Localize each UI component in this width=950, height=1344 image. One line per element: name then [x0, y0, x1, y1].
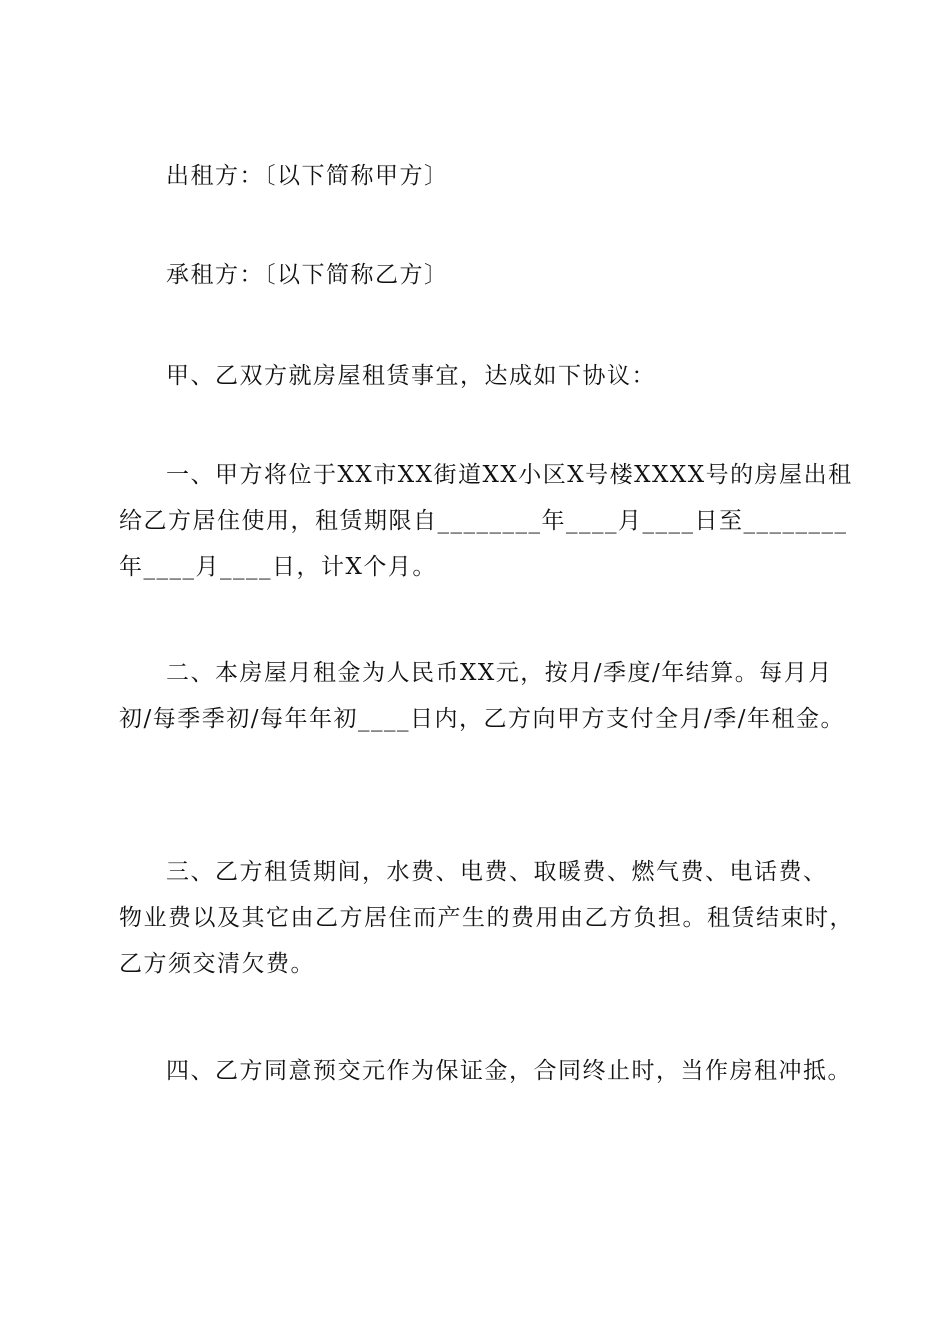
- clause-3-paragraph: [119, 849, 854, 987]
- text-line: 物业费以及其它由乙方居住而产生的费用由乙方负担。租赁结束时，: [119, 905, 854, 931]
- text-line: 年____月____日，计X个月。: [119, 554, 437, 580]
- text-line: 二、本房屋月租金为人民币XX元，按月/季度/年结算。每月月: [166, 660, 833, 686]
- text-line: 给乙方居住使用，租赁期限自________年____月____日至________: [119, 508, 848, 534]
- text-line: 三、乙方租赁期间，水费、电费、取暖费、燃气费、电话费、: [166, 859, 828, 885]
- lessor-paragraph: [119, 153, 854, 199]
- lessee-paragraph: [119, 252, 854, 298]
- text-line: 四、乙方同意预交元作为保证金，合同终止时，当作房租冲抵。: [166, 1058, 852, 1084]
- text-line: 乙方须交清欠费。: [119, 951, 315, 977]
- text-line: 出租方：〔以下简称甲方〕: [166, 163, 449, 189]
- text-line: 甲、乙双方就房屋租赁事宜，达成如下协议：: [166, 363, 656, 389]
- text-line: 承租方：〔以下简称乙方〕: [166, 262, 449, 288]
- text-line: 初/每季季初/每年年初____日内，乙方向甲方支付全月/季/年租金。: [119, 706, 845, 732]
- clause-2-paragraph: [119, 650, 854, 742]
- text-line: 一、甲方将位于XX市XX街道XX小区X号楼XXXX号的房屋出租: [166, 462, 853, 488]
- intro-paragraph: [119, 353, 854, 399]
- clause-4-paragraph: [119, 1048, 854, 1094]
- clause-1-paragraph: [119, 452, 854, 590]
